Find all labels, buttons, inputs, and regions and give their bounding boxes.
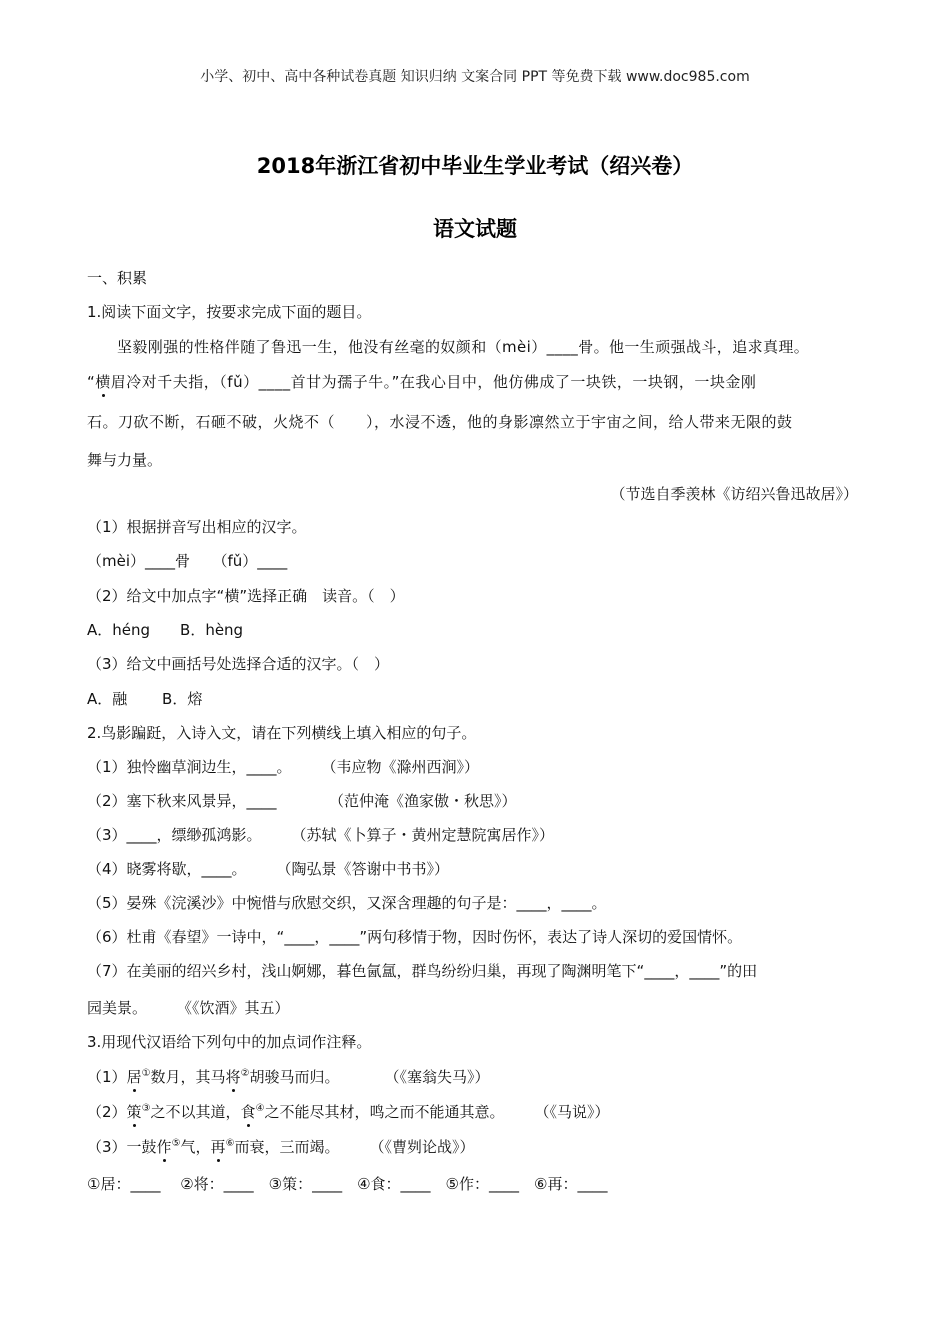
- q2-item-7-cont: 园美景。 《《饮酒》其五）: [87, 999, 290, 1017]
- q1-passage-line-3: 石。刀砍不断，石砸不破，火烧不（ ），水浸不透，他的身影凛然立于宇宙之间，给人带来无限的鼓: [87, 413, 793, 431]
- q3-sentence-3: （3）一鼓作⑤气，再⑥而衰，三而竭。 （《曹刿论战》）: [87, 1138, 475, 1156]
- dotted-char-zai: 再: [210, 1138, 226, 1156]
- site-header-banner: 小学、初中、高中各种试卷真题 知识归纳 文案合同 PPT 等免费下载 www.doc985.com: [200, 69, 750, 85]
- q1-sub2: （2）给文中加点字“横”选择正确 读音。（ ）: [87, 587, 405, 605]
- q2-stem: 2.鸟影蹁跹，入诗入文，请在下列横线上填入相应的句子。: [87, 724, 477, 742]
- q3-stem: 3.用现代汉语给下列句中的加点词作注释。: [87, 1033, 372, 1051]
- q1-passage-line-4: 舞与力量。: [87, 451, 163, 469]
- q1-stem: 1.阅读下面文字，按要求完成下面的题目。: [87, 303, 372, 321]
- exam-subtitle: 语文试题: [433, 217, 517, 241]
- q3-sentence-2: （2）策③之不以其道，食④之不能尽其材，鸣之而不能通其意。 （《马说》）: [87, 1103, 610, 1121]
- q3-sentence-1: （1）居①数月，其马将②胡骏马而归。 （《塞翁失马》）: [87, 1068, 490, 1086]
- dotted-char-ju: 居: [126, 1068, 142, 1086]
- q1-sub1: （1）根据拼音写出相应的汉字。: [87, 518, 307, 536]
- q2-item-3: （3）____，缥缈孤鸿影。 （苏轼《卜算子・黄州定慧院寓居作》）: [87, 826, 555, 844]
- section-heading: 一、积累: [87, 269, 148, 287]
- exam-title: 2018年浙江省初中毕业生学业考试（绍兴卷）: [256, 154, 694, 178]
- q2-item-2: （2）塞下秋来风景异，____ （范仲淹《渔家傲・秋思》）: [87, 792, 517, 810]
- dotted-char-jiang: 将: [225, 1068, 241, 1086]
- q1-sub3: （3）给文中画括号处选择合适的汉字。（ ）: [87, 655, 390, 673]
- dotted-char-shi: 食: [240, 1103, 256, 1121]
- dotted-char-zuo: 作: [156, 1138, 172, 1156]
- q1-passage-line-1: 坚毅刚强的性格伴随了鲁迅一生，他没有丝毫的奴颜和（mèi）____骨。他一生顽强战斗，追求真理。: [117, 338, 810, 356]
- q2-item-7: （7）在美丽的绍兴乡村，浅山婀娜，暮色氤氲，群鸟纷纷归巢，再现了陶渊明笔下“____，____”的田: [87, 962, 758, 980]
- q1-passage-line-2: “横眉冷对千夫指，（fǔ）____首甘为孺子牛。”在我心目中，他仿佛成了一块铁，一块钢，一块金刚: [87, 373, 757, 391]
- dotted-char-heng: 横: [95, 373, 111, 391]
- q1-sub3-options: A．融 B．熔: [87, 690, 203, 708]
- q2-item-6: （6）杜甫《春望》一诗中，“____，____”两句移情于物，因时伤怀，表达了诗人深切的爱国情怀。: [87, 928, 743, 946]
- q2-item-1: （1）独怜幽草涧边生，____。 （韦应物《滁州西涧》）: [87, 758, 480, 776]
- dotted-char-ce: 策: [126, 1103, 142, 1121]
- q1-sub2-options: A．héng B．hèng: [87, 621, 244, 639]
- q1-source: （节选自季羡林《访绍兴鲁迅故居》）: [610, 485, 858, 503]
- q2-item-5: （5）晏殊《浣溪沙》中惋惜与欣慰交织，又深含理趣的句子是：____，____。: [87, 894, 607, 912]
- q1-sub1-blanks: （mèi）____骨 （fǔ）____: [87, 552, 288, 570]
- q3-answer-blanks: ①居：____ ②将：____ ③策：____ ④食：____ ⑤作：____ ⑥再：____: [87, 1175, 608, 1193]
- q2-item-4: （4）晓雾将歇，____。 （陶弘景《答谢中书书》）: [87, 860, 450, 878]
